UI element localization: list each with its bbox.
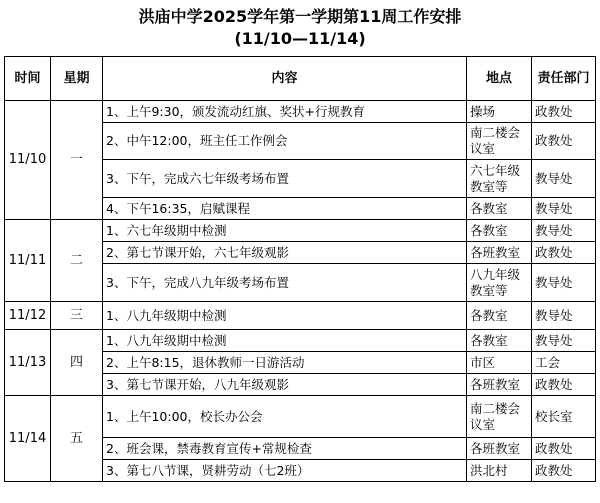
table-row <box>5 396 596 438</box>
dept-cell: 政教处 <box>532 438 596 460</box>
place-cell: 各班教室 <box>467 242 532 264</box>
weekday-cell: 四 <box>51 330 103 396</box>
place-cell: 各教室 <box>467 302 532 330</box>
content-cell: 1、上午10:00，校长办公会 <box>103 396 467 438</box>
place-cell: 六七年级教室等 <box>467 160 532 198</box>
dept-cell: 教导处 <box>532 302 596 330</box>
schedule-title: 洪庙中学2025学年第一学期第11周工作安排 <box>138 7 462 26</box>
table-row <box>5 330 596 352</box>
dept-cell: 教导处 <box>532 264 596 302</box>
date-cell: 11/14 <box>5 396 51 482</box>
dept-cell: 政教处 <box>532 101 596 123</box>
dept-cell: 教导处 <box>532 330 596 352</box>
header-content: 内容 <box>103 57 467 101</box>
content-cell: 3、第七八节课，贤耕劳动（七2班） <box>103 460 467 482</box>
header-time: 时间 <box>5 57 51 101</box>
content-cell: 1、八九年级期中检测 <box>103 330 467 352</box>
table-header-row <box>5 57 596 101</box>
content-cell: 2、班会课，禁毒教育宣传+常规检查 <box>103 438 467 460</box>
place-cell: 操场 <box>467 101 532 123</box>
content-cell: 3、下午，完成六七年级考场布置 <box>103 160 467 198</box>
content-cell: 1、六七年级期中检测 <box>103 220 467 242</box>
header-weekday: 星期 <box>51 57 103 101</box>
dept-cell: 政教处 <box>532 123 596 160</box>
dept-cell: 政教处 <box>532 374 596 396</box>
header-department: 责任部门 <box>532 57 596 101</box>
weekday-cell: 五 <box>51 396 103 482</box>
dept-cell: 教导处 <box>532 198 596 220</box>
table-row <box>5 302 596 330</box>
place-cell: 各班教室 <box>467 374 532 396</box>
content-cell: 3、第七节课开始，八九年级观影 <box>103 374 467 396</box>
place-cell: 市区 <box>467 352 532 374</box>
content-cell: 2、中午12:00，班主任工作例会 <box>103 123 467 160</box>
place-cell: 各班教室 <box>467 438 532 460</box>
header-place: 地点 <box>467 57 532 101</box>
place-cell: 南二楼会议室 <box>467 123 532 160</box>
table-row <box>5 101 596 123</box>
place-cell: 洪北村 <box>467 460 532 482</box>
weekday-cell: 二 <box>51 220 103 302</box>
content-cell: 4、下午16:35，启赋课程 <box>103 198 467 220</box>
content-cell: 2、第七节课开始，六七年级观影 <box>103 242 467 264</box>
date-cell: 11/13 <box>5 330 51 396</box>
place-cell: 各教室 <box>467 220 532 242</box>
dept-cell: 教导处 <box>532 160 596 198</box>
content-cell: 2、上午8:15，退休教师一日游活动 <box>103 352 467 374</box>
dept-cell: 教导处 <box>532 220 596 242</box>
dept-cell: 工会 <box>532 352 596 374</box>
dept-cell: 政教处 <box>532 242 596 264</box>
content-cell: 1、八九年级期中检测 <box>103 302 467 330</box>
schedule-subtitle: (11/10—11/14) <box>234 29 366 48</box>
table-row <box>5 220 596 242</box>
date-cell: 11/11 <box>5 220 51 302</box>
place-cell: 各教室 <box>467 330 532 352</box>
place-cell: 各教室 <box>467 198 532 220</box>
place-cell: 南二楼会议室 <box>467 396 532 438</box>
dept-cell: 校长室 <box>532 396 596 438</box>
weekday-cell: 三 <box>51 302 103 330</box>
dept-cell: 政教处 <box>532 460 596 482</box>
date-cell: 11/12 <box>5 302 51 330</box>
place-cell: 八九年级教室等 <box>467 264 532 302</box>
content-cell: 3、下午，完成八九年级考场布置 <box>103 264 467 302</box>
weekday-cell: 一 <box>51 101 103 220</box>
date-cell: 11/10 <box>5 101 51 220</box>
content-cell: 1、上午9:30，颁发流动红旗、奖状+行规教育 <box>103 101 467 123</box>
schedule-table <box>4 56 596 482</box>
